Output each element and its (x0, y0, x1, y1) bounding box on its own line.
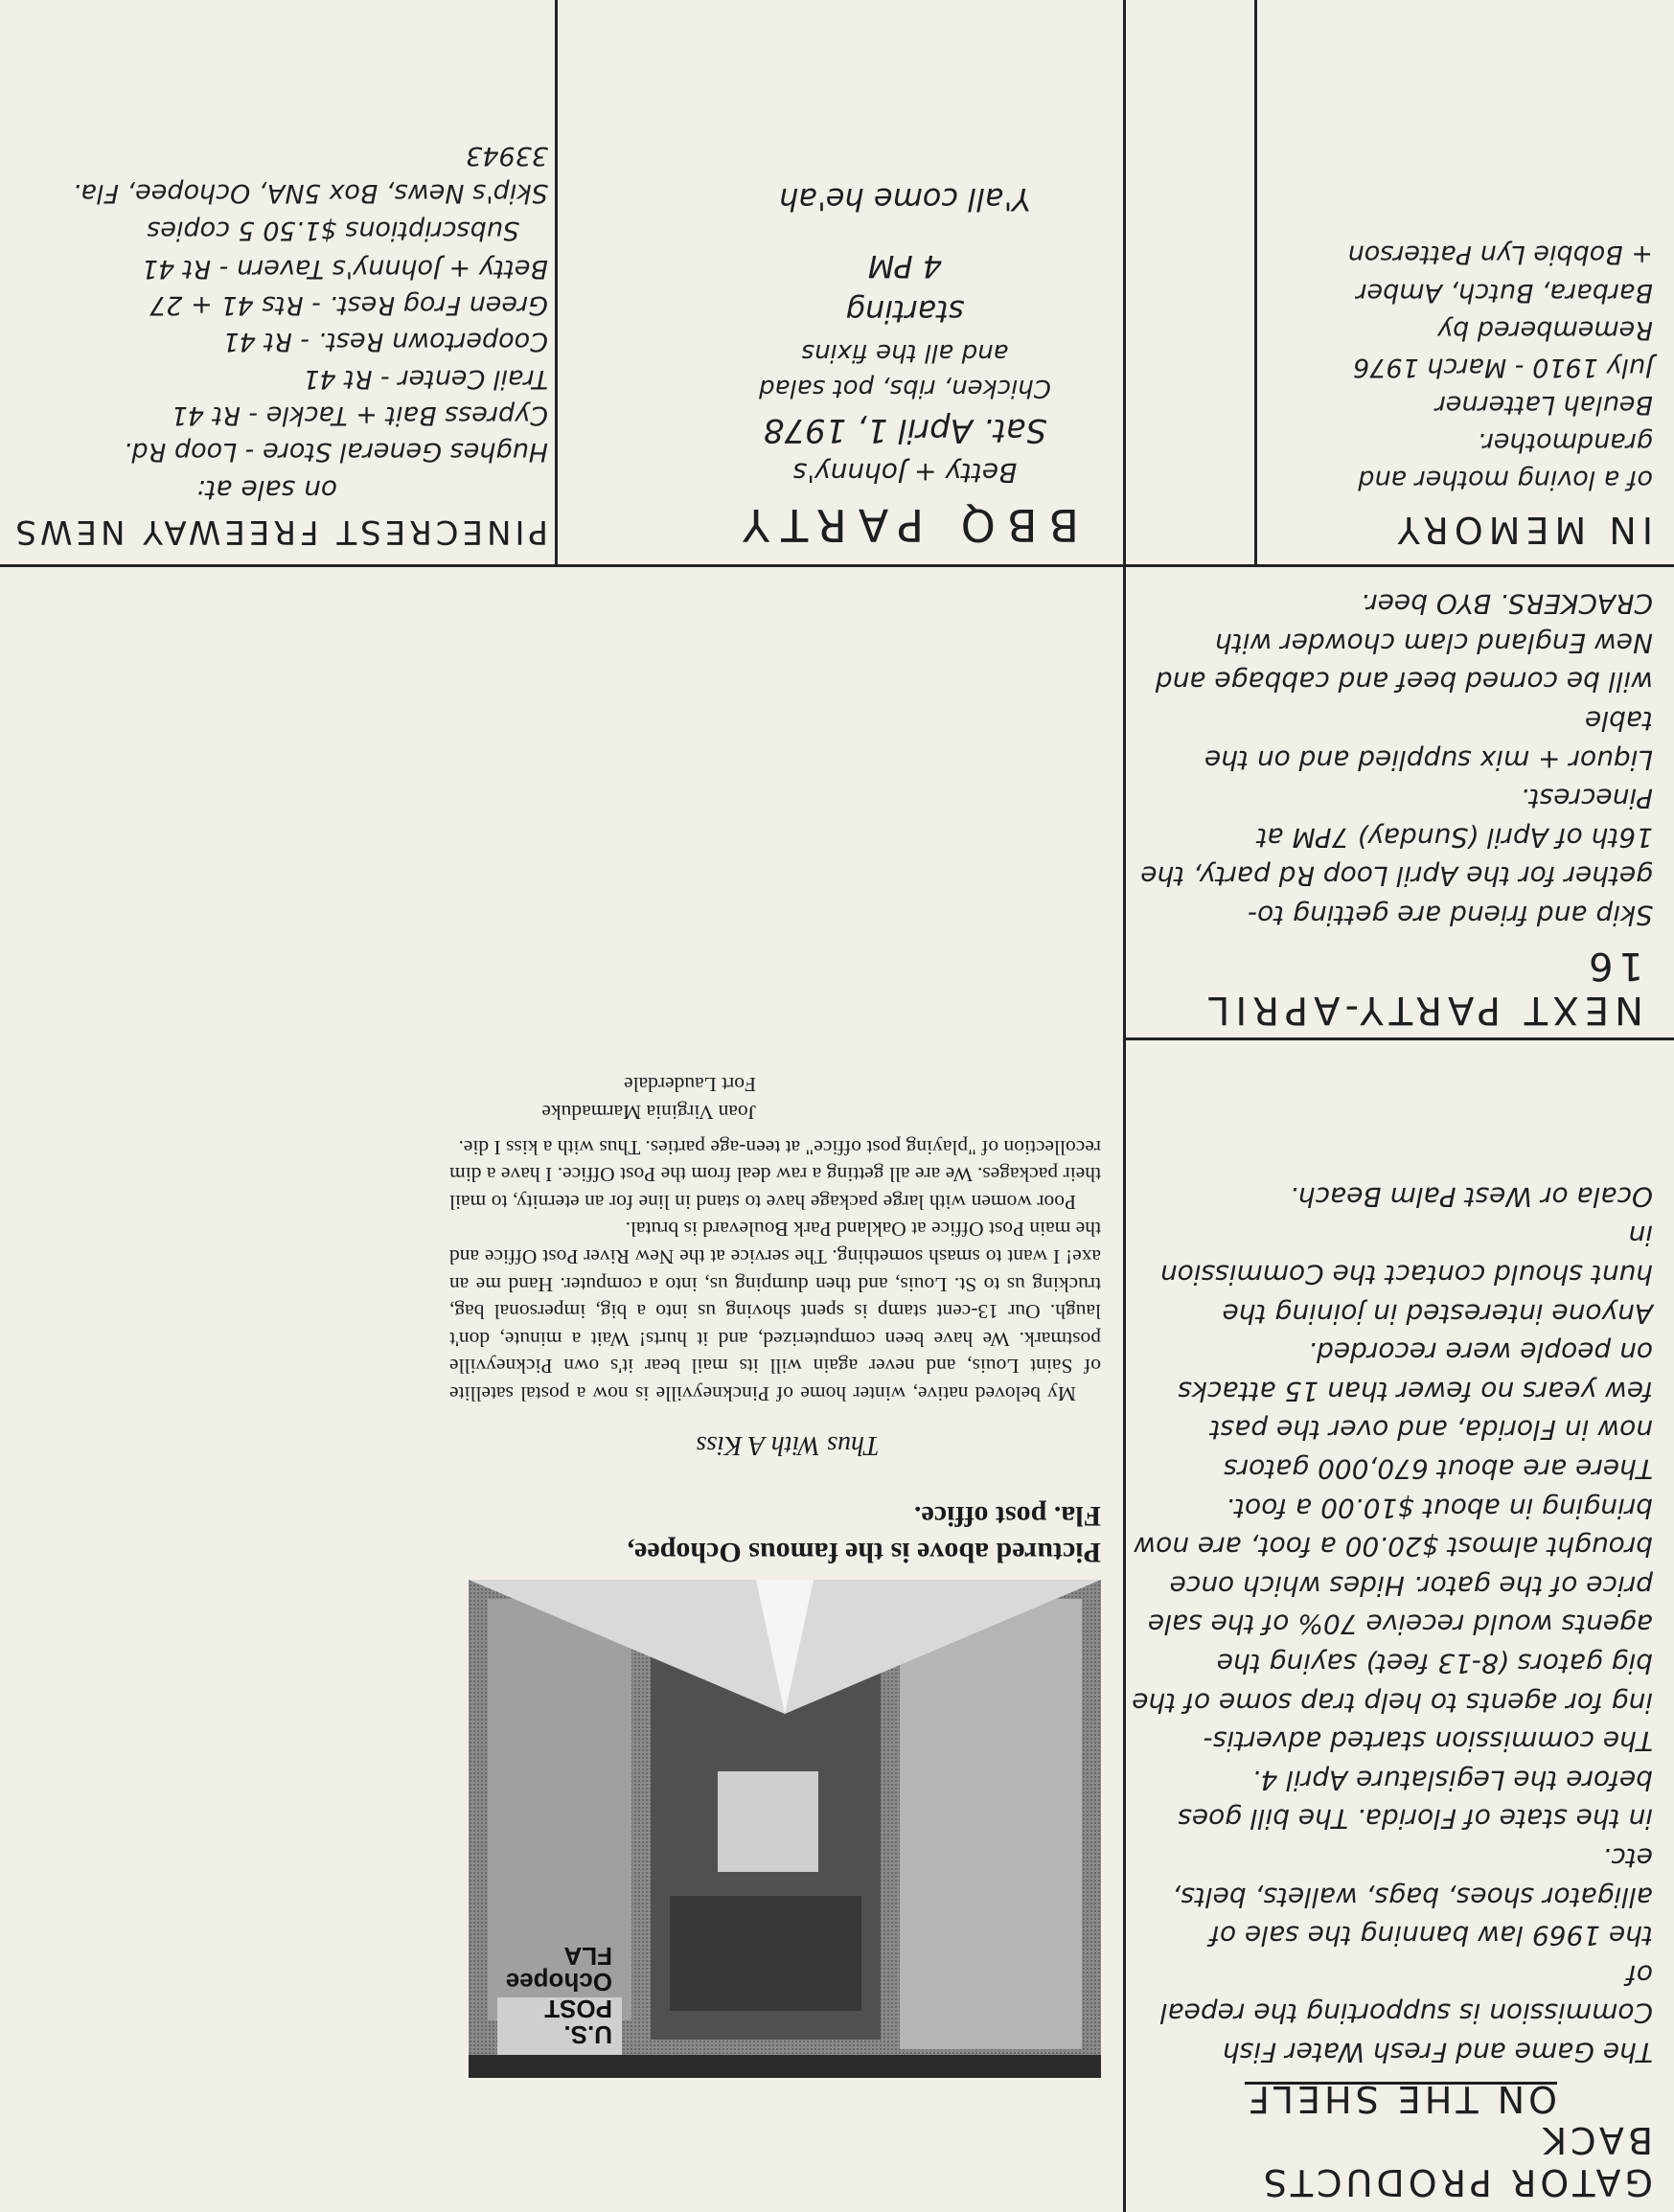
in-memory-body: of a loving mother and grandmother. Beulah Latterner July 1910 - March 1976 Remembered by Barbara, Butch, Amber + Bobbie Lyn Patterson (1347, 239, 1653, 495)
bbq-party-notice (562, 13, 1248, 550)
next-party-article (1131, 572, 1653, 1032)
bbq-date: Sat. April 1, 1978 (763, 410, 1047, 449)
gator-headline-line2: ON THE SHELF (1244, 2077, 1557, 2120)
pinecrest-address: Skip's News, Box 5NA, Ochopee, Fla. 33943 (72, 141, 548, 209)
column-divider (555, 0, 558, 564)
in-memory-headline: IN MEMORY (1391, 509, 1653, 551)
bbq-menu: Chicken, ribs, pot salad and all the fixins (759, 337, 1051, 403)
post-office-feature (7, 574, 1109, 2193)
pinecrest-outlets: Hughes General Store - Loop Rd. Cypress Bait + Tackle - Rt 41 Trail Center - Rt 41 Coopertown Rest. - Rt 41 Green Frog Rest. - Rts 41 + 27 Betty + Johnny's Tavern - Rt 41 (123, 253, 548, 467)
bbq-time: starting 4 PM (845, 248, 965, 330)
bbq-host: Betty + Johnny's (792, 457, 1018, 490)
next-party-body: Skip and friend are getting to- gether for the April Loop Rd party, the 16th of April (Sunday) 7PM at Pinecrest. Liquor + mix supplied and on the table will be corned beef and cabbage and New England clam chowder with CRACKERS. BYO beer. (1140, 588, 1653, 931)
post-office-photo (469, 1580, 1101, 2078)
letter-body (449, 1071, 1101, 1407)
letter-signature: Joan Virginia Marmaduke Fort Lauderdale (541, 1073, 756, 1125)
gator-body: The Game and Fresh Water Fish Commission is supporting the repeal of the 1969 law banning the sale of alligator shoes, bags, wallets, belts, etc. in the state of Florida. The bill goes before the Legislature April 4. The commission started advertis- ing for agents to help trap some of the big gators (8-13 feet) saying the agents would receive 70% of the sale price of the gator. Hides which once brought almost $20.00 a foot, are now bringing in about $10.00 a foot. There are about 670,000 gators now in Florida, and over the past few years no fewer than 15 attacks on people were recorded. Anyone interested in joining the hunt should contact the Commission in Ocala or West Palm Beach. (1132, 1180, 1653, 2068)
pinecrest-news-notice (7, 13, 548, 550)
in-memory-notice (1262, 13, 1653, 550)
pinecrest-subhead: on sale at: (196, 473, 337, 506)
section-divider (0, 564, 1674, 567)
photo-sign-text: U.S. POST Ochopee FLA (505, 1942, 612, 2049)
photo-caption: Pictured above is the famous Ochopee, Fla. post office. (627, 1500, 1101, 1568)
column-divider (1254, 0, 1257, 564)
next-party-headline: NEXT PARTY-APRIL 16 (1203, 944, 1643, 1032)
pinecrest-headline: PINECREST FREEWAY NEWS (11, 513, 548, 551)
bbq-headline: BBQ PARTY (730, 499, 1080, 551)
gator-article (1131, 1043, 1653, 2202)
letter-paragraph: Poor women with large package have to stand in line for an eternity, to mail their packages. We are all getting a raw deal from the Post Office. I have a dim recollection of "playing post office" at teen-age parties. Thus with a kiss I die. (449, 1135, 1101, 1214)
section-divider (1126, 1038, 1674, 1040)
letter-title: Thus With A Kiss (696, 1430, 880, 1460)
gator-headline-line1: GATOR PRODUCTS BACK (1259, 2119, 1653, 2203)
pinecrest-subscriptions: Subscriptions $1.50 5 copies (147, 216, 519, 246)
bbq-invite: Y'all come he'ah (779, 181, 1031, 218)
letter-paragraph: My beloved native, winter home of Pinckneyville is now a postal satellite of Saint Louis, and never again will its mail bear it's own Pickneyville postmark. We have been computerized, and it hurts! Wait a minute, don't laugh. Our 13-cent stamp is spent shoving us into a big, impersonal bag, trucking us to St. Louis, and then dumping us, into a computer. Hand me an axe! I want to smash something. The service at the New River Post Office and the main Post Office at Oakland Park Boulevard is brutal. (449, 1218, 1101, 1405)
